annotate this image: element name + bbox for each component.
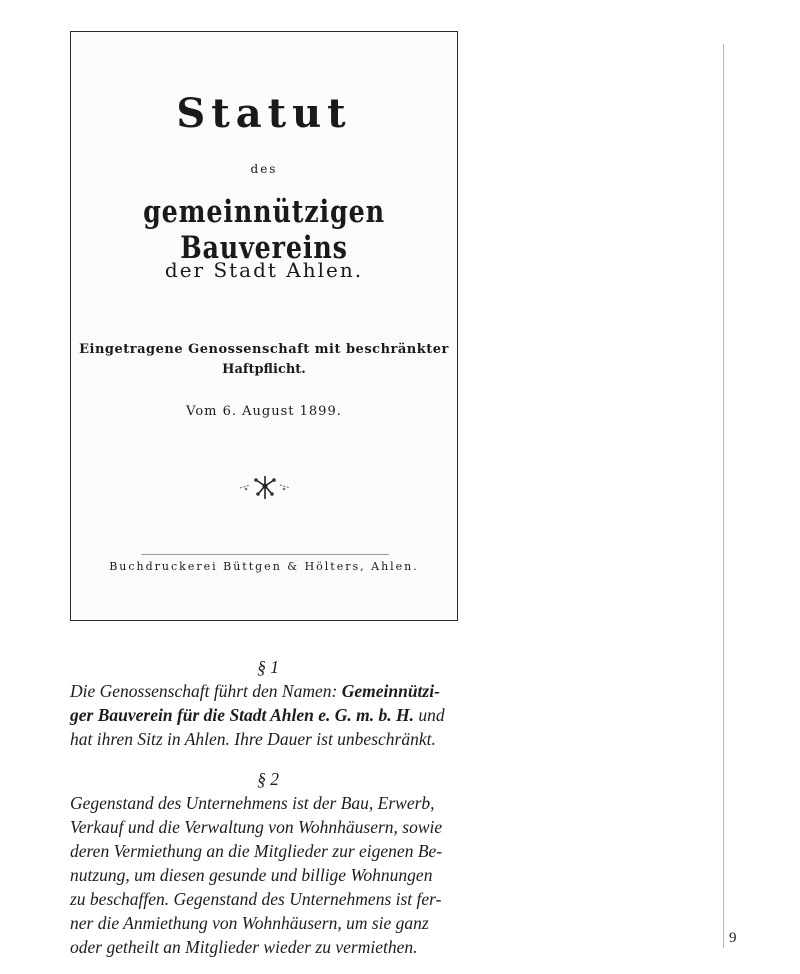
paragraph-2-line: Gegenstand des Unternehmens ist der Bau, Erwerb, bbox=[70, 793, 435, 813]
facsimile-registration-line1: Eingetragene Genossenschaft mit beschränkter bbox=[79, 342, 449, 357]
facsimile-rule bbox=[141, 554, 389, 555]
facsimile-printer: Buchdruckerei Büttgen & Hölters, Ahlen. bbox=[109, 560, 419, 573]
facsimile-des: des bbox=[250, 162, 278, 176]
paragraph-2-line: deren Vermiethung an die Mitglieder zur eigenen Be- bbox=[70, 841, 443, 861]
paragraph-1-line: hat ihren Sitz in Ahlen. Ihre Dauer ist unbeschränkt. bbox=[70, 729, 436, 749]
facsimile-association-name: gemeinnützigen Bauvereins bbox=[143, 194, 385, 266]
paragraph-2-line: oder getheilt an Mitglieder wieder zu vermiethen. bbox=[70, 937, 418, 957]
facsimile-city: der Stadt Ahlen. bbox=[164, 258, 364, 282]
floral-ornament-icon bbox=[236, 472, 294, 502]
paragraph-1-text: und bbox=[414, 705, 445, 725]
facsimile-title: Statut bbox=[176, 90, 352, 137]
paragraph-2-line: nutzung, um diesen gesunde und billige Wohnungen bbox=[70, 865, 433, 885]
facsimile-date: Vom 6. August 1899. bbox=[186, 404, 342, 419]
section-heading-2: § 2 bbox=[257, 769, 279, 789]
section-heading-1: § 1 bbox=[257, 657, 279, 677]
margin-rule bbox=[723, 44, 724, 948]
paragraph-1-bold: Gemeinnützi- bbox=[341, 681, 440, 701]
paragraph-2-line: Verkauf und die Verwaltung von Wohnhäusern, sowie bbox=[70, 817, 443, 837]
paragraph-2-line: zu beschaffen. Gegenstand des Unternehmens ist fer- bbox=[70, 889, 442, 909]
paragraph-1-text: Die Genossenschaft führt den Namen: bbox=[70, 681, 342, 701]
page-number: 9 bbox=[729, 930, 737, 946]
paragraph-1-line bbox=[70, 679, 466, 703]
facsimile-registration-line2: Haftpflicht. bbox=[222, 362, 306, 377]
statute-title-page-facsimile bbox=[70, 31, 458, 621]
paragraph-2-line: ner die Anmiethung von Wohnhäusern, um sie ganz bbox=[70, 913, 429, 933]
paragraph-1 bbox=[70, 655, 466, 751]
paragraph-2 bbox=[70, 767, 466, 959]
paragraph-1-line bbox=[70, 703, 466, 727]
paragraph-1-bold: ger Bauverein für die Stadt Ahlen e. G. m. b. H. bbox=[70, 705, 415, 725]
